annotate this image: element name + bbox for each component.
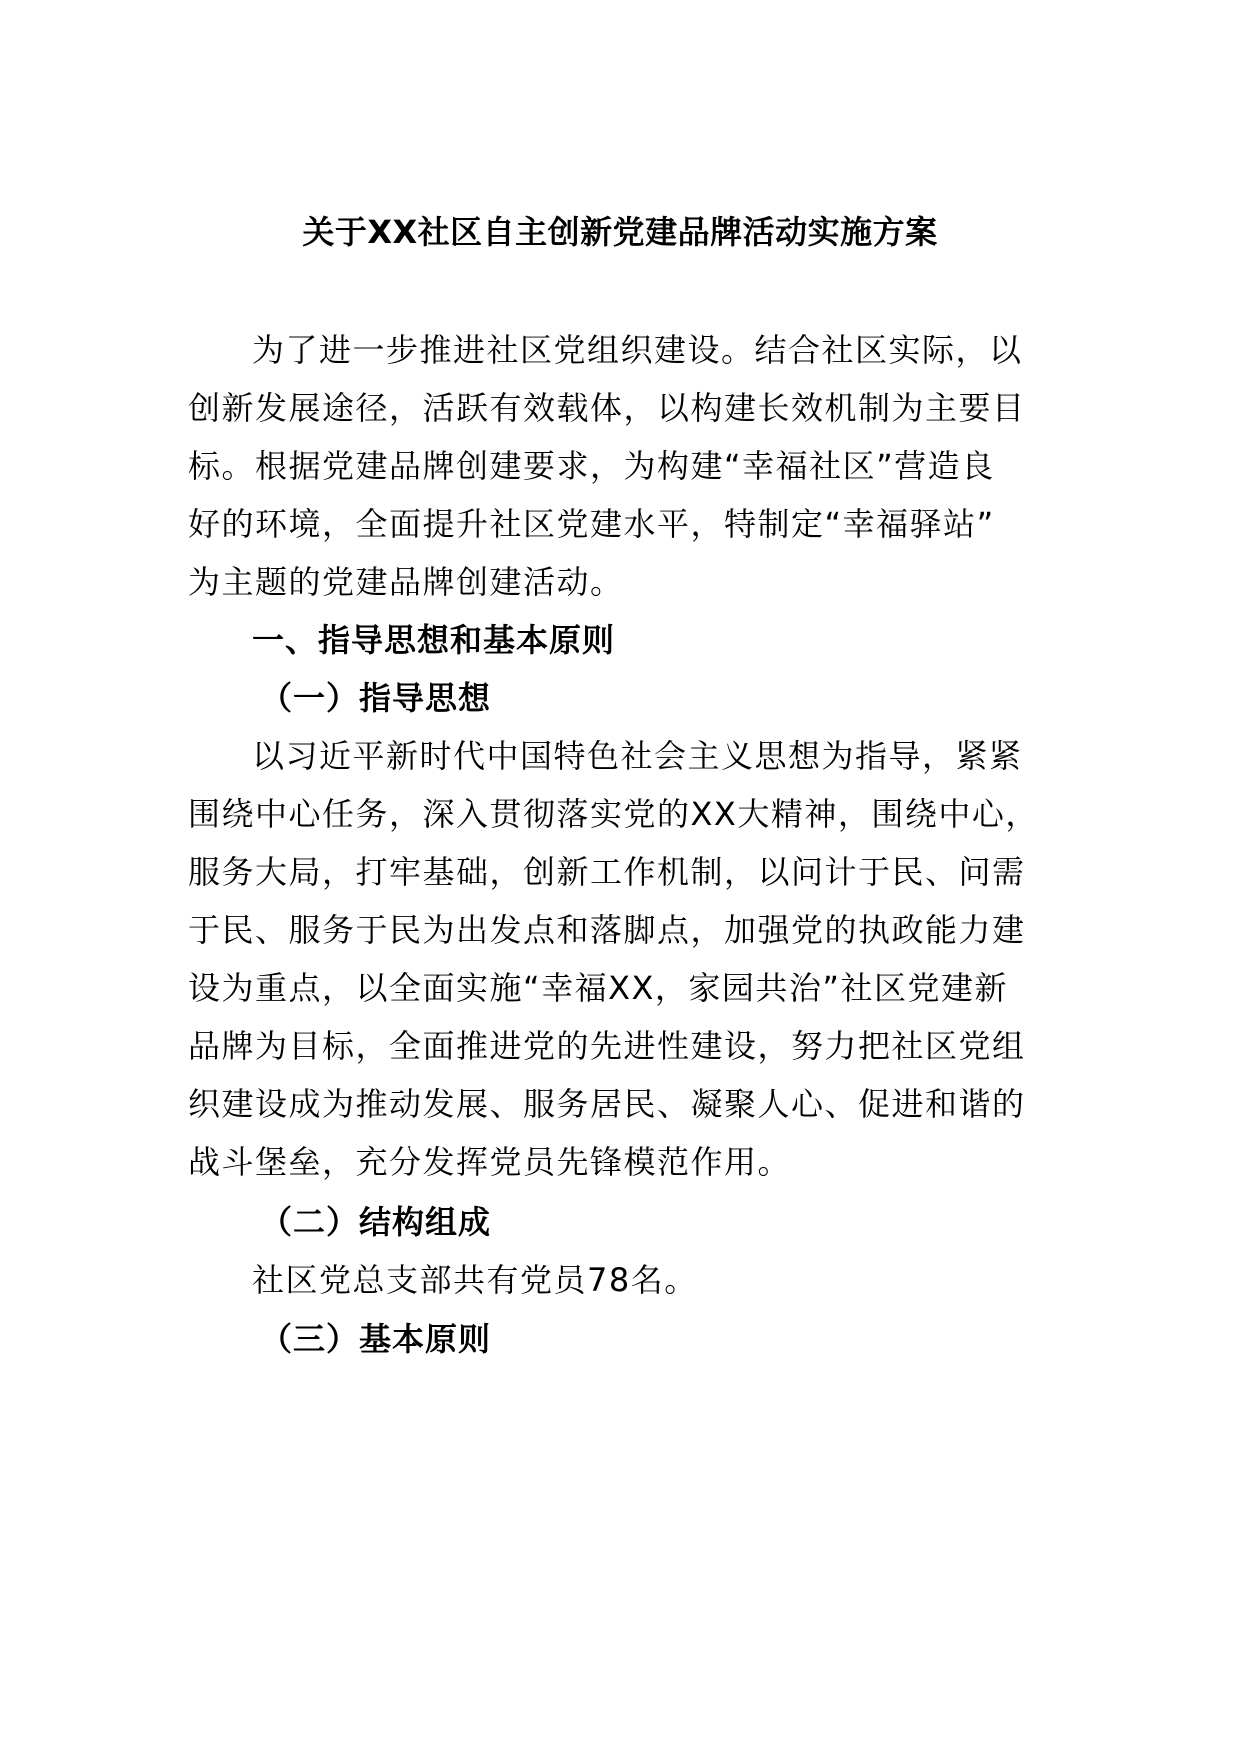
sub1-line-1: 以习近平新时代中国特色社会主义思想为指导，紧紧 <box>252 737 1023 775</box>
sub1-line-3: 服务大局，打牢基础，创新工作机制，以问计于民、问需 <box>188 853 1026 891</box>
sub2-line-1: 社区党总支部共有党员78名。 <box>252 1261 698 1299</box>
sub1-line-5: 设为重点，以全面实施“幸福XX，家园共治”社区党建新 <box>188 969 1009 1007</box>
intro-line-4: 好的环境，全面提升社区党建水平，特制定“幸福驿站” <box>188 505 995 543</box>
sub1-line-6: 品牌为目标，全面推进党的先进性建设，努力把社区党组 <box>188 1027 1026 1065</box>
sub1-line-8: 战斗堡垒，充分发挥党员先锋模范作用。 <box>188 1143 792 1181</box>
subsection-heading-2: （二）结构组成 <box>260 1203 492 1241</box>
subsection-heading-1: （一）指导思想 <box>260 679 492 717</box>
intro-line-3: 标。根据党建品牌创建要求，为构建“幸福社区”营造良 <box>188 447 995 485</box>
subsection-heading-3: （三）基本原则 <box>260 1320 492 1358</box>
sub1-line-4: 于民、服务于民为出发点和落脚点，加强党的执政能力建 <box>188 911 1026 949</box>
document-title: 关于XX社区自主创新党建品牌活动实施方案 <box>302 213 938 251</box>
sub1-line-2: 围绕中心任务，深入贯彻落实党的XX大精神，围绕中心， <box>188 795 1039 833</box>
intro-line-2: 创新发展途径，活跃有效载体，以构建长效机制为主要目 <box>188 389 1026 427</box>
intro-line-1: 为了进一步推进社区党组织建设。结合社区实际，以 <box>252 331 1023 369</box>
section-heading-1: 一、指导思想和基本原则 <box>252 621 616 659</box>
intro-line-5: 为主题的党建品牌创建活动。 <box>188 563 624 601</box>
sub1-line-7: 织建设成为推动发展、服务居民、凝聚人心、促进和谐的 <box>188 1085 1026 1123</box>
